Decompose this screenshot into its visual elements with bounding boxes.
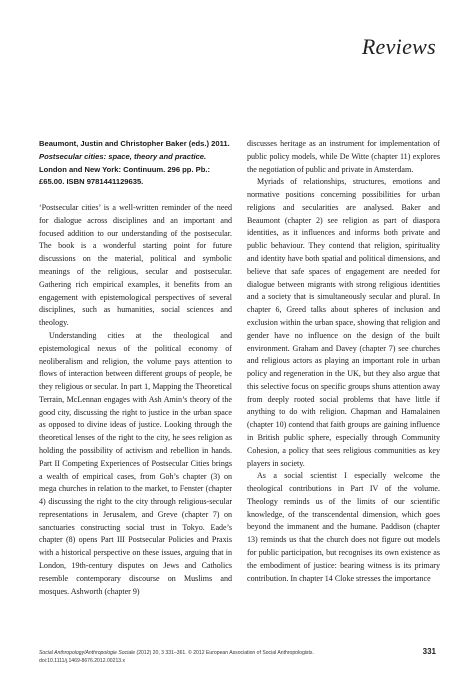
- body-paragraph: As a social scientist I especially welcome the theological contributions in Part IV of the volume. Theology reminds us of the limits of our scientific knowledge, of the transcendental dimension, which goes beyond the immanent and the humane. Paddison (chapter 13) reminds us that the church does not figure out models for public participation, but recognises its own existence as the embodiment of justice: bearing witness is its primary contribution. In chapter 14 Cloke stresses the importance: [247, 471, 440, 583]
- running-head: Reviews: [361, 34, 436, 59]
- left-column: [39, 138, 232, 598]
- book-authors: Beaumont, Justin and Christopher Baker (eds.) 2011.: [39, 139, 230, 148]
- book-title: Postsecular cities: space, theory and practice.: [39, 151, 207, 161]
- doi: doi:10.1111/j.1469-8676.2012.00213.x: [39, 658, 126, 664]
- body-paragraph: Understanding cities at the theological and epistemological nexus of the political economy of neoliberalism and religion, the volume pays attention to flows of interaction between different groups of people, be they religious or secular. In part 1, Mapping the Theoretical Terrain, McLennan engages with Ash Amin’s theory of the good city, discussing the right to justice in the urban space as opposed to divine ideas of justice. Looking through the theoretical lenses of the right to the city, he sees religion as holding the possibility of activism and rebellion in hands. Part II Competing Experiences of Postsecular Cities brings a wealth of empirical cases, from Goh’s chapter (3) on mega churches in relation to the market, to Fenster (chapter 4) discussing the right to the city through religious-secular representations in Jerusalem, and Greve (chapter 7) on sanctuaries constructing social trust in Tokyo. Eade’s chapter (8) opens Part III Postsecular Policies and Praxis with a historical perspective on these issues, arguing that in London, 19th-century disputes on Jews and Catholics resemble contemporary discourse on Muslims and mosques. Ashworth (chapter 9): [39, 330, 232, 596]
- right-column: [247, 138, 440, 585]
- page-footer: [39, 649, 439, 665]
- book-reference: [39, 138, 232, 189]
- book-publication-details: London and New York: Continuum. 296 pp. Pb.: £65.00. ISBN 9781441129635.: [39, 164, 210, 187]
- body-paragraph: ‘Postsecular cities’ is a well-written reminder of the need for dialogue across disciplines and an important and focused addition to our understanding of the postsecular. The book is a wonderful starting point for future discussions on the material, political and symbolic meanings of the religious, secular and postsecular. Gathering rich empirical examples, it benefits from an engagement with epistemological perspectives of several disciplines, such as humanities, social sciences and theology.: [39, 203, 232, 328]
- journal-name: Social Anthropology/Anthropologie Sociale: [39, 650, 136, 656]
- body-paragraph: discusses heritage as an instrument for implementation of public policy models, while De Witte (chapter 11) explores the negotiation of public and private in Amsterdam.: [247, 139, 440, 174]
- journal-citation: (2012) 20, 3 331–361. © 2012 European Association of Social Anthropologists.: [136, 650, 314, 656]
- page-number: 331: [422, 647, 436, 656]
- body-paragraph: Myriads of relationships, structures, emotions and normative positions concerning possibilities for urban religions and secularities are analysed. Baker and Beaumont (chapter 2) see religion as part of diaspora identities, as it influences and informs both private and public behaviour. They contend that religion, spirituality and identity have both spatial and political dimensions, and believe that safe spaces of engagement are needed for dialogue between migrants with strong religious identities and a society that is simultaneously secular and plural. In chapter 6, Greed talks about spheres of inclusion and exclusion within the urban space, showing that religion and gender have no influence on the design of the built environment. Graham and Davey (chapter 7) see churches and religious actors as playing an important role in urban policy and regeneration in the UK, but they also argue that this selective focus on specific groups shuns attention away from deeply rooted social problems that have little if anything to do with religion. Chapman and Hamalainen (chapter 10) contend that faith groups are gaining influence in British public sphere, especially through Community Cohesion, a policy that sees religious communities as key players in society.: [247, 177, 440, 468]
